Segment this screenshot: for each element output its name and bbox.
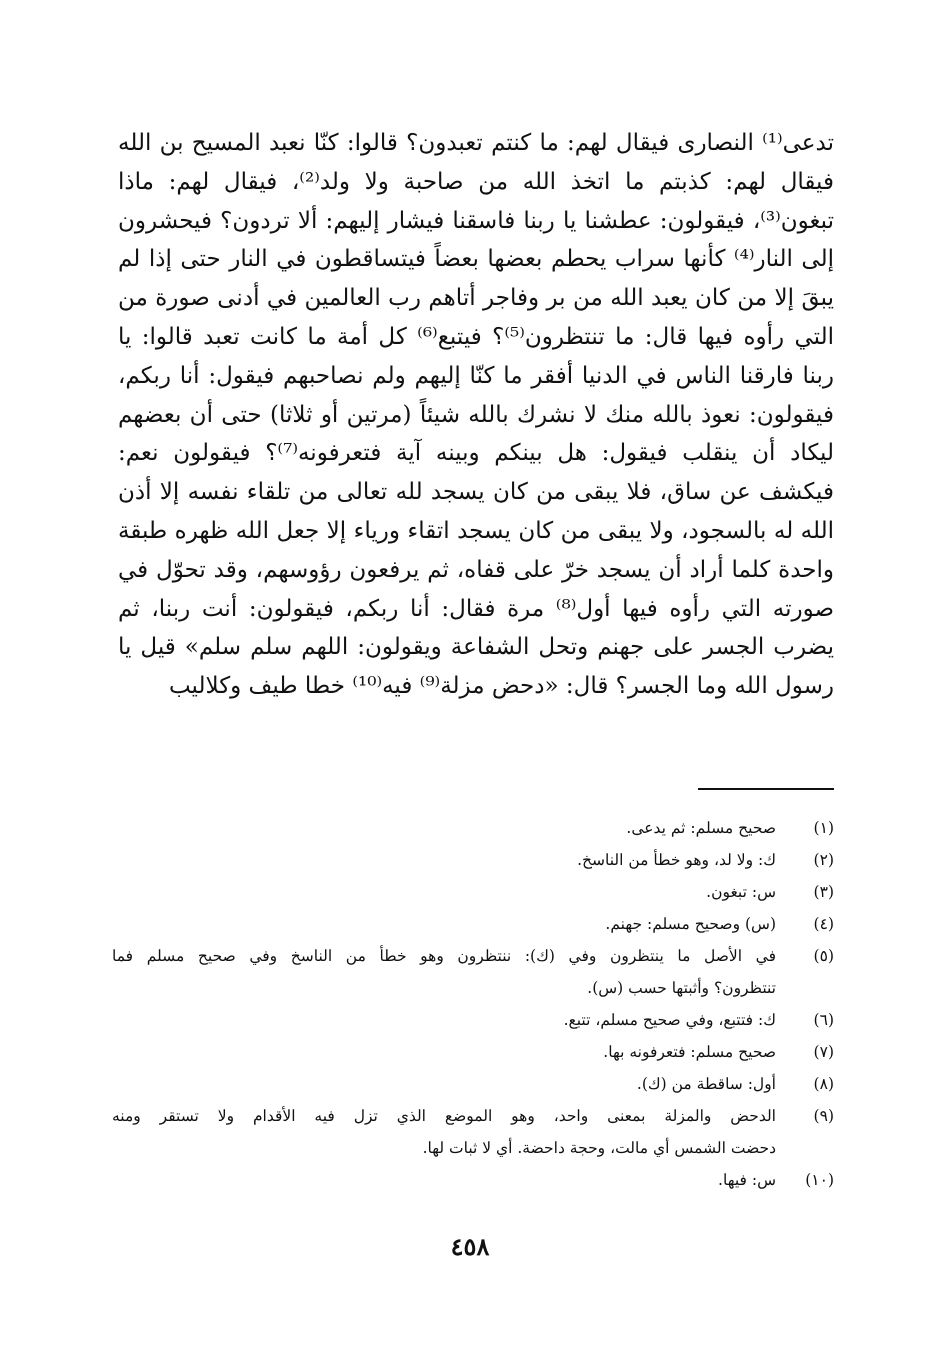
footnotes — [112, 812, 834, 1196]
footnote — [112, 844, 834, 876]
text-line: فيكشف عن ساق، فلا يبقى من كان يسجد لله تعالى من تلقاء نفسه إلا أذن — [118, 479, 834, 506]
footnote-text — [112, 844, 776, 876]
footnote-line: س: تبغون. — [706, 883, 776, 901]
text-line: الله له بالسجود، ولا يبقى من كان يسجد اتقاء ورياء إلا جعل الله ظهره طبقة — [118, 517, 834, 544]
footnote-number: (٥) — [813, 947, 834, 965]
footnote-line: ك: فتتبع، وفي صحيح مسلم، تتبع. — [563, 1011, 776, 1029]
text-line: فيقولون: نعوذ بالله منك لا نشرك بالله شيئاً (مرتين أو ثلاثا) حتى أن بعضهم — [118, 401, 834, 428]
footnote-line: س: فيها. — [718, 1171, 776, 1189]
footnote-line: (س) وصحيح مسلم: جهنم. — [605, 915, 776, 933]
text-line: فيقال لهم: كذبتم ما اتخذ الله من صاحبة ولا ولد⁽²⁾، فيقال لهم: ماذا — [118, 168, 834, 195]
text-line: ربنا فارقنا الناس في الدنيا أفقر ما كنّا إليهم ولم نصاحبهم فيقول: أنا ربكم، — [118, 362, 834, 389]
main-text — [118, 124, 834, 706]
footnote-separator — [698, 788, 834, 790]
footnote-number: (٧) — [813, 1043, 834, 1061]
footnote — [112, 876, 834, 908]
text-line: واحدة كلما أراد أن يسجد خرّ على قفاه، ثم يرفعون رؤوسهم، وقد تحوّل في — [118, 556, 834, 583]
footnote — [112, 1100, 834, 1164]
footnote-line: الدحض والمزلة بمعنى واحد، وهو الموضع الذي تزل فيه الأقدام ولا تستقر ومنه — [112, 1107, 776, 1125]
footnote-text — [112, 1036, 776, 1068]
text-line: تدعى⁽¹⁾ النصارى فيقال لهم: ما كنتم تعبدون؟ قالوا: كنّا نعبد المسيح بن الله — [118, 130, 834, 156]
page-number: ٤٥٨ — [450, 1232, 490, 1261]
footnote-text — [112, 908, 776, 940]
footnote-line: أول: ساقطة من (ك). — [636, 1075, 776, 1093]
text-line: تبغون⁽³⁾، فيقولون: عطشنا يا ربنا فاسقنا فيشار إليهم: ألا تردون؟ فيحشرون — [118, 207, 834, 234]
footnote-number: (٤) — [813, 915, 834, 933]
footnote-line: في الأصل ما ينتظرون وفي (ك): ننتظرون وهو خطأ من الناسخ وفي صحيح مسلم فما — [112, 947, 776, 965]
footnote-number: (١) — [813, 819, 834, 837]
footnote-text — [112, 1004, 776, 1036]
footnote-text — [112, 812, 776, 844]
footnote-number: (٦) — [813, 1011, 834, 1029]
footnote-text — [112, 1164, 776, 1196]
footnote-line: صحيح مسلم: ثم يدعى. — [626, 819, 776, 837]
footnote-number: (٢) — [813, 851, 834, 869]
footnote-text — [112, 876, 776, 908]
footnote-number: (٣) — [813, 883, 834, 901]
text-line: التي رأوه فيها قال: ما تنتظرون⁽⁵⁾؟ فيتبع⁽⁶⁾ كل أمة ما كانت تعبد قالوا: يا — [118, 323, 834, 350]
text-line: يبقَ إلا من كان يعبد الله من بر وفاجر أتاهم رب العالمين في أدنى صورة من — [118, 285, 834, 312]
footnote — [112, 1164, 834, 1196]
text-line: يضرب الجسر على جهنم وتحل الشفاعة ويقولون: اللهم سلم سلم» قيل يا — [118, 634, 834, 661]
text-line: صورته التي رأوه فيها أول⁽⁸⁾ مرة فقال: أنا ربكم، فيقولون: أنت ربنا، ثم — [118, 595, 834, 622]
footnote-number: (١٠) — [805, 1171, 834, 1189]
text-line: رسول الله وما الجسر؟ قال: «دحض مزلة⁽⁹⁾ فيه⁽¹⁰⁾ خطا طيف وكلاليب — [168, 673, 834, 700]
footnote-text — [112, 940, 776, 1004]
footnote — [112, 1068, 834, 1100]
footnote-line: ك: ولا لد، وهو خطأ من الناسخ. — [577, 851, 776, 869]
footnote-text — [112, 1068, 776, 1100]
footnote-text — [112, 1100, 776, 1164]
footnote-line: تنتظرون؟ وأثبتها حسب (س). — [587, 979, 776, 997]
text-line: ليكاد أن ينقلب فيقول: هل بينكم وبينه آية فتعرفونه⁽⁷⁾؟ فيقولون نعم: — [118, 440, 834, 467]
footnote — [112, 940, 834, 1004]
footnote-line: صحيح مسلم: فتعرفونه بها. — [603, 1043, 776, 1061]
footnote-number: (٨) — [813, 1075, 834, 1093]
footnote-number: (٩) — [813, 1107, 834, 1125]
footnote-line: دحضت الشمس أي مالت، وحجة داحضة. أي لا ثبات لها. — [422, 1139, 776, 1157]
footnote — [112, 1004, 834, 1036]
footnote — [112, 908, 834, 940]
footnote — [112, 1036, 834, 1068]
footnote — [112, 812, 834, 844]
text-line: إلى النار⁽⁴⁾ كأنها سراب يحطم بعضها بعضاً فيتساقطون في النار حتى إذا لم — [118, 246, 834, 273]
